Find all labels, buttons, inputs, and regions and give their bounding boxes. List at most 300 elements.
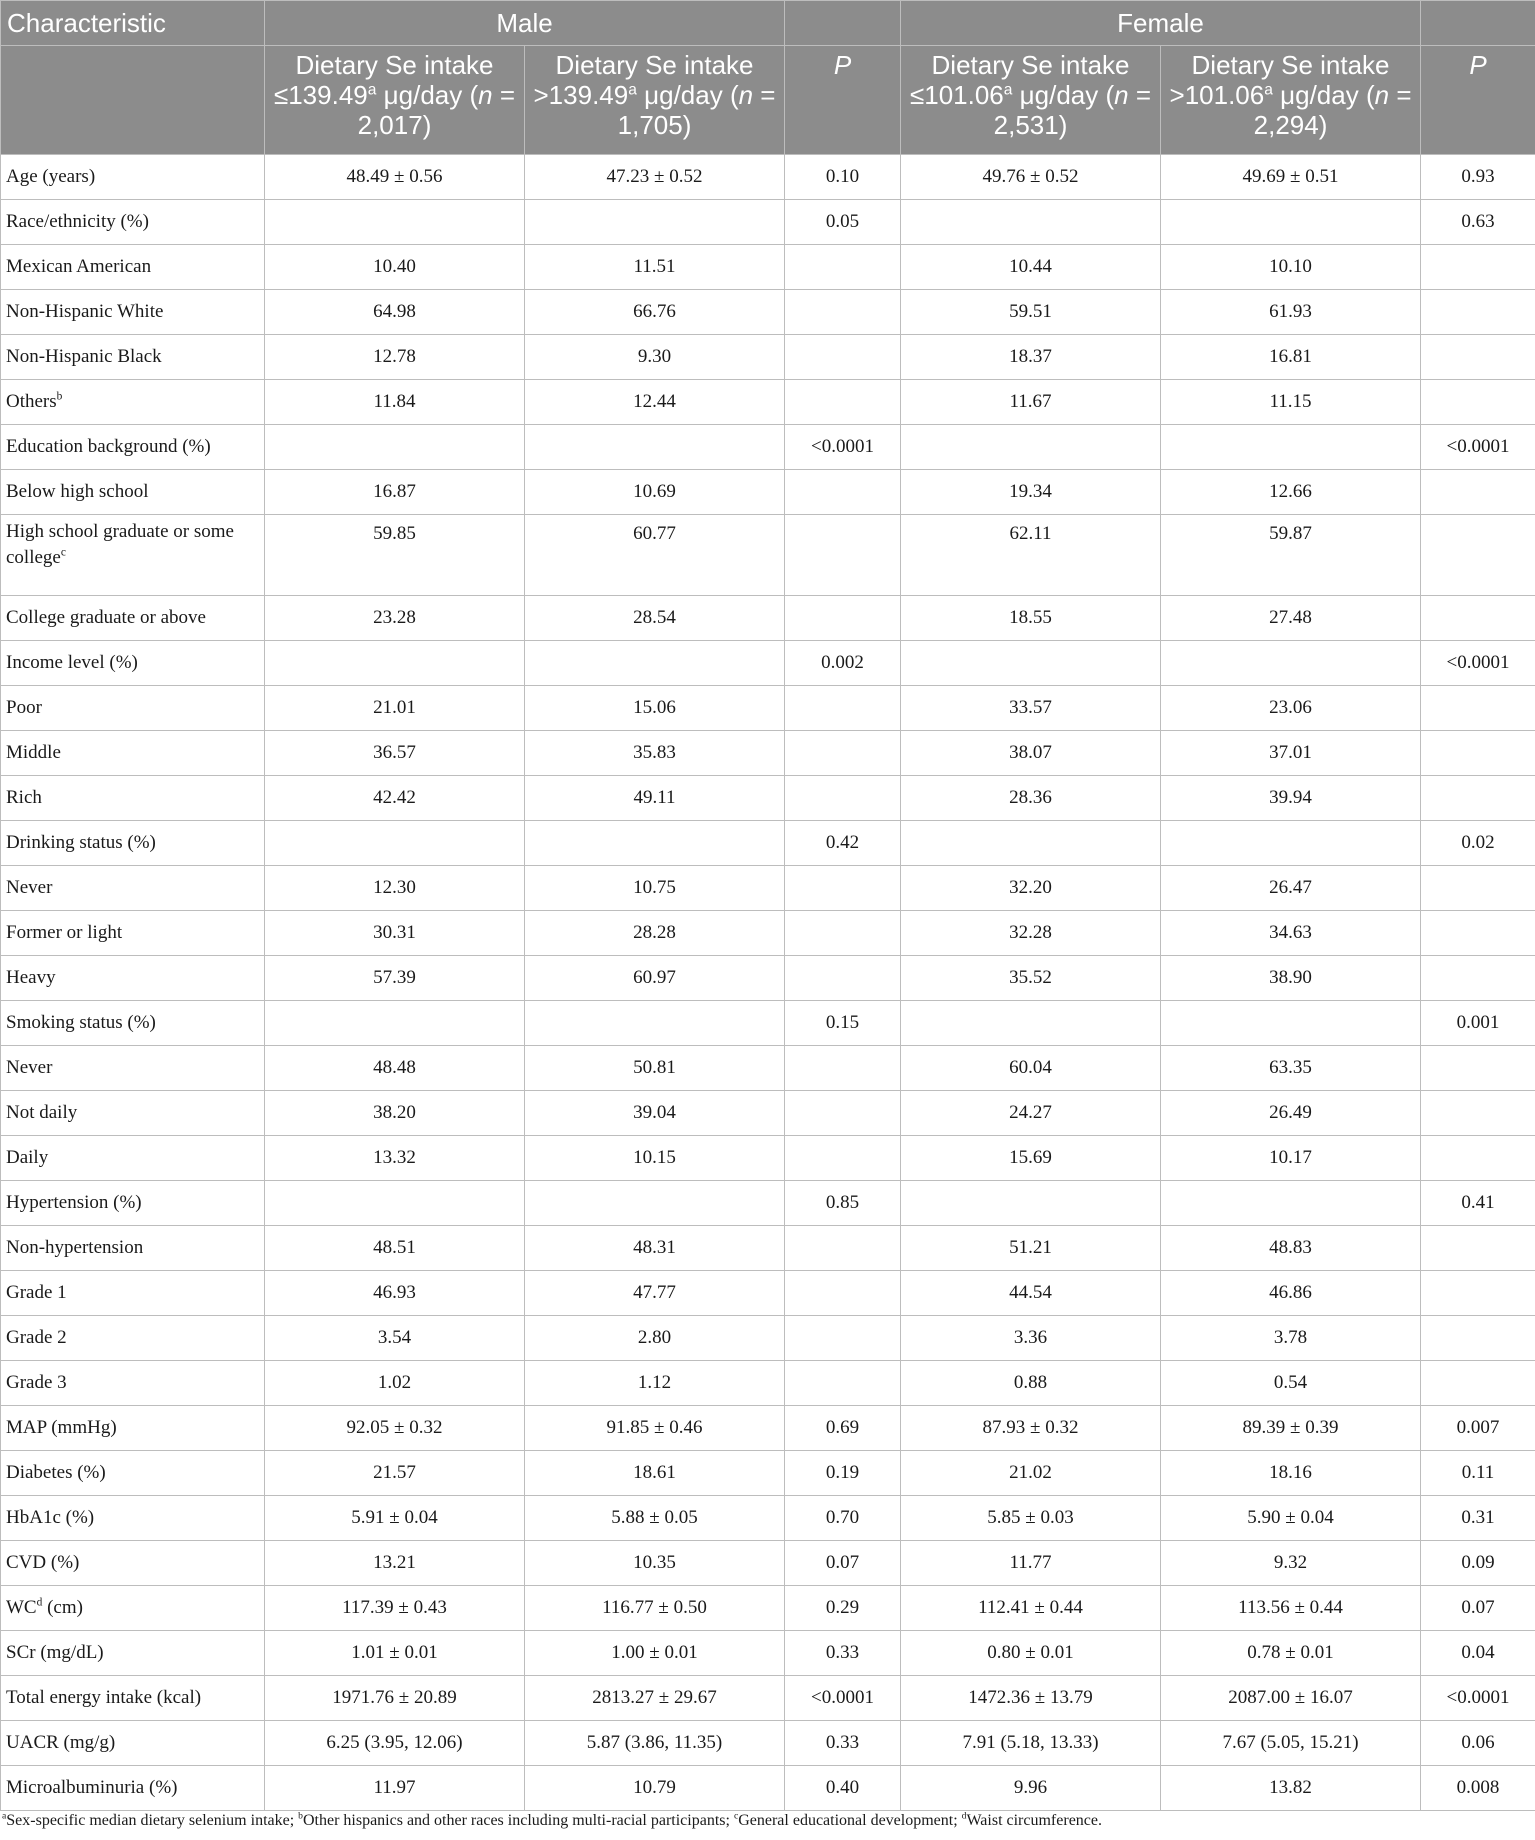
header-female-p: P [1421,46,1535,155]
female-high-cell: 16.81 [1161,335,1421,380]
male-high-cell: 47.23 ± 0.52 [525,155,785,200]
female-low-cell: 7.91 (5.18, 13.33) [901,1721,1161,1766]
row-label: High school graduate or some college$^c$ [1,515,265,596]
female-low-cell [901,1001,1161,1046]
table-row [1,1541,1535,1586]
female-low-cell: 33.57 [901,686,1161,731]
row-label: Diabetes (%) [1,1451,265,1496]
table-row [1,1136,1535,1181]
male-p-cell: 0.05 [785,200,901,245]
male-low-cell: 6.25 (3.95, 12.06) [265,1721,525,1766]
female-high-cell [1161,821,1421,866]
row-label: CVD (%) [1,1541,265,1586]
male-low-cell: 64.98 [265,290,525,335]
row-label: Middle [1,731,265,776]
row-label: Non-Hispanic Black [1,335,265,380]
female-low-cell: 9.96 [901,1766,1161,1811]
female-high-cell: 27.48 [1161,596,1421,641]
female-low-cell: 24.27 [901,1091,1161,1136]
header-row-groups [1,1,1535,46]
table-row [1,1271,1535,1316]
female-low-cell: 51.21 [901,1226,1161,1271]
male-p-cell: 0.07 [785,1541,901,1586]
male-low-cell: 1971.76 ± 20.89 [265,1676,525,1721]
female-high-cell [1161,200,1421,245]
male-low-cell [265,1181,525,1226]
table-row [1,641,1535,686]
male-p-cell [785,596,901,641]
female-high-cell: 34.63 [1161,911,1421,956]
male-p-cell [785,380,901,425]
female-low-cell: 15.69 [901,1136,1161,1181]
male-low-cell: 12.78 [265,335,525,380]
male-high-cell: 5.88 ± 0.05 [525,1496,785,1541]
table-header [1,1,1535,155]
female-p-cell [1421,1226,1535,1271]
female-low-cell [901,821,1161,866]
male-low-cell: 59.85 [265,515,525,596]
footnote-text: Other hispanics and other races including multi-racial participants; [302,1812,734,1829]
female-low-cell: 87.93 ± 0.32 [901,1406,1161,1451]
female-high-cell: 63.35 [1161,1046,1421,1091]
male-low-cell: 16.87 [265,470,525,515]
female-high-cell: 46.86 [1161,1271,1421,1316]
header-female-p-spacer [1421,1,1535,46]
table-row [1,1406,1535,1451]
female-p-cell: 0.11 [1421,1451,1535,1496]
female-high-cell: 23.06 [1161,686,1421,731]
male-low-cell: 13.21 [265,1541,525,1586]
female-p-cell: 0.09 [1421,1541,1535,1586]
male-p-cell [785,1136,901,1181]
female-low-cell: 18.55 [901,596,1161,641]
female-high-cell: 49.69 ± 0.51 [1161,155,1421,200]
female-p-cell: 0.41 [1421,1181,1535,1226]
male-high-cell: 1.12 [525,1361,785,1406]
female-high-cell: 37.01 [1161,731,1421,776]
male-p-cell: 0.19 [785,1451,901,1496]
male-p-cell [785,1226,901,1271]
footnote-text: Waist circumference. [966,1812,1102,1829]
female-p-cell [1421,866,1535,911]
male-high-cell [525,821,785,866]
male-p-cell: 0.70 [785,1496,901,1541]
row-label: Heavy [1,956,265,1001]
row-label: Below high school [1,470,265,515]
female-low-cell: 38.07 [901,731,1161,776]
male-p-cell: 0.33 [785,1631,901,1676]
row-label: Rich [1,776,265,821]
footnote-text: General educational development; [738,1812,962,1829]
female-low-cell: 35.52 [901,956,1161,1001]
female-p-cell [1421,335,1535,380]
female-high-cell: 18.16 [1161,1451,1421,1496]
table-row [1,1496,1535,1541]
male-low-cell: 1.01 ± 0.01 [265,1631,525,1676]
header-characteristic: Characteristic [1,1,265,46]
male-low-cell: 23.28 [265,596,525,641]
table-row [1,596,1535,641]
female-high-cell: 89.39 ± 0.39 [1161,1406,1421,1451]
male-high-cell: 10.79 [525,1766,785,1811]
female-high-cell: 26.47 [1161,866,1421,911]
header-male-p-spacer [785,1,901,46]
row-label: Education background (%) [1,425,265,470]
female-p-cell: 0.63 [1421,200,1535,245]
male-high-cell: 10.75 [525,866,785,911]
male-p-cell: 0.29 [785,1586,901,1631]
male-high-cell: 28.28 [525,911,785,956]
female-p-cell [1421,515,1535,596]
row-label: College graduate or above [1,596,265,641]
female-p-cell: 0.02 [1421,821,1535,866]
male-p-cell: 0.002 [785,641,901,686]
female-p-cell [1421,956,1535,1001]
female-low-cell [901,1181,1161,1226]
male-p-cell: <0.0001 [785,425,901,470]
male-high-cell: 5.87 (3.86, 11.35) [525,1721,785,1766]
header-male: Male [265,1,785,46]
male-p-cell: 0.42 [785,821,901,866]
row-label: Former or light [1,911,265,956]
row-label: Never [1,1046,265,1091]
table-row [1,1181,1535,1226]
female-p-cell [1421,911,1535,956]
female-high-cell: 26.49 [1161,1091,1421,1136]
female-low-cell: 10.44 [901,245,1161,290]
row-label: Grade 3 [1,1361,265,1406]
male-high-cell: 60.97 [525,956,785,1001]
female-high-cell: 11.15 [1161,380,1421,425]
male-low-cell: 11.97 [265,1766,525,1811]
male-low-cell: 48.48 [265,1046,525,1091]
footnote-marker: c [733,1810,739,1822]
female-p-cell: <0.0001 [1421,641,1535,686]
female-low-cell: 32.20 [901,866,1161,911]
male-low-cell: 13.32 [265,1136,525,1181]
male-low-cell [265,425,525,470]
female-high-cell: 3.78 [1161,1316,1421,1361]
female-p-cell: 0.001 [1421,1001,1535,1046]
male-p-cell [785,1361,901,1406]
table-row [1,866,1535,911]
male-high-cell: 66.76 [525,290,785,335]
row-label: Non-Hispanic White [1,290,265,335]
female-high-cell: 9.32 [1161,1541,1421,1586]
female-low-cell: 3.36 [901,1316,1161,1361]
female-low-cell: 0.80 ± 0.01 [901,1631,1161,1676]
male-p-cell [785,956,901,1001]
male-high-cell: 49.11 [525,776,785,821]
row-label: SCr (mg/dL) [1,1631,265,1676]
table-row [1,470,1535,515]
row-label: Income level (%) [1,641,265,686]
table-row [1,1631,1535,1676]
row-label: MAP (mmHg) [1,1406,265,1451]
table-row [1,515,1535,596]
female-p-cell: 0.007 [1421,1406,1535,1451]
header-male-p: P [785,46,901,155]
male-p-cell: <0.0001 [785,1676,901,1721]
table-footnotes [0,1812,1535,1830]
female-p-cell: <0.0001 [1421,425,1535,470]
row-label: Others$^b$ [1,380,265,425]
male-high-cell: 50.81 [525,1046,785,1091]
male-high-cell: 10.35 [525,1541,785,1586]
row-label: Non-hypertension [1,1226,265,1271]
table-row [1,911,1535,956]
male-p-cell [785,1271,901,1316]
male-low-cell: 117.39 ± 0.43 [265,1586,525,1631]
male-low-cell: 48.51 [265,1226,525,1271]
female-low-cell: 11.77 [901,1541,1161,1586]
male-high-cell: 9.30 [525,335,785,380]
male-p-cell: 0.85 [785,1181,901,1226]
male-high-cell: 10.69 [525,470,785,515]
row-label: Daily [1,1136,265,1181]
male-high-cell: 39.04 [525,1091,785,1136]
female-p-cell [1421,470,1535,515]
female-p-cell [1421,1046,1535,1091]
female-low-cell: 112.41 ± 0.44 [901,1586,1161,1631]
male-high-cell: 47.77 [525,1271,785,1316]
row-label: Mexican American [1,245,265,290]
row-label: $WC^d$ (cm) [1,1586,265,1631]
male-low-cell: 3.54 [265,1316,525,1361]
male-p-cell: 0.15 [785,1001,901,1046]
male-high-cell: 2.80 [525,1316,785,1361]
male-p-cell [785,515,901,596]
male-low-cell: 42.42 [265,776,525,821]
female-high-cell [1161,1181,1421,1226]
male-p-cell [785,290,901,335]
female-p-cell: 0.06 [1421,1721,1535,1766]
male-high-cell: 11.51 [525,245,785,290]
female-p-cell [1421,290,1535,335]
table-row [1,155,1535,200]
male-high-cell: 91.85 ± 0.46 [525,1406,785,1451]
male-low-cell: 10.40 [265,245,525,290]
male-low-cell: 1.02 [265,1361,525,1406]
female-p-cell [1421,1091,1535,1136]
male-p-cell [785,335,901,380]
male-high-cell [525,641,785,686]
footnote-marker: b [298,1810,303,1822]
male-high-cell: 28.54 [525,596,785,641]
male-p-cell [785,1046,901,1091]
table-row [1,956,1535,1001]
header-male-low: Dietary Se intake ≤139.49$^a$ μg/day (n = 2,017) [265,46,525,155]
male-p-cell [785,1091,901,1136]
table-row [1,1091,1535,1136]
male-low-cell: 92.05 ± 0.32 [265,1406,525,1451]
row-label: Race/ethnicity (%) [1,200,265,245]
male-low-cell [265,200,525,245]
female-p-cell [1421,1361,1535,1406]
female-low-cell: 19.34 [901,470,1161,515]
male-p-cell: 0.40 [785,1766,901,1811]
female-high-cell: 12.66 [1161,470,1421,515]
table-row [1,335,1535,380]
male-low-cell: 21.57 [265,1451,525,1496]
female-high-cell [1161,1001,1421,1046]
male-high-cell [525,425,785,470]
row-label: Hypertension (%) [1,1181,265,1226]
table-row [1,1676,1535,1721]
female-low-cell: 21.02 [901,1451,1161,1496]
male-high-cell [525,200,785,245]
header-female-low: Dietary Se intake ≤101.06$^a$ μg/day (n = 2,531) [901,46,1161,155]
table-row [1,821,1535,866]
male-high-cell: 35.83 [525,731,785,776]
male-low-cell: 30.31 [265,911,525,956]
female-low-cell: 44.54 [901,1271,1161,1316]
row-label: Poor [1,686,265,731]
female-low-cell: 5.85 ± 0.03 [901,1496,1161,1541]
female-low-cell [901,641,1161,686]
table-row [1,1316,1535,1361]
male-high-cell: 1.00 ± 0.01 [525,1631,785,1676]
female-low-cell: 32.28 [901,911,1161,956]
female-low-cell: 49.76 ± 0.52 [901,155,1161,200]
table-row [1,776,1535,821]
row-label: Age (years) [1,155,265,200]
female-high-cell: 10.17 [1161,1136,1421,1181]
male-high-cell: 48.31 [525,1226,785,1271]
male-low-cell: 48.49 ± 0.56 [265,155,525,200]
male-high-cell: 2813.27 ± 29.67 [525,1676,785,1721]
female-low-cell: 11.67 [901,380,1161,425]
male-high-cell: 18.61 [525,1451,785,1496]
female-low-cell: 1472.36 ± 13.79 [901,1676,1161,1721]
female-p-cell [1421,686,1535,731]
male-p-cell [785,245,901,290]
row-label: Grade 1 [1,1271,265,1316]
header-female: Female [901,1,1421,46]
header-row-columns [1,46,1535,155]
male-high-cell: 15.06 [525,686,785,731]
table-row [1,290,1535,335]
table-row [1,1226,1535,1271]
table-row [1,1766,1535,1811]
male-p-cell [785,470,901,515]
male-p-cell [785,866,901,911]
female-high-cell: 0.54 [1161,1361,1421,1406]
row-label: Never [1,866,265,911]
footnote-marker: a [2,1810,7,1822]
female-p-cell: 0.04 [1421,1631,1535,1676]
female-p-cell [1421,731,1535,776]
table-row [1,1046,1535,1091]
female-low-cell: 59.51 [901,290,1161,335]
female-high-cell: 0.78 ± 0.01 [1161,1631,1421,1676]
female-p-cell [1421,245,1535,290]
footnote-text: Sex-specific median dietary selenium intake; [6,1812,299,1829]
row-label: Not daily [1,1091,265,1136]
female-high-cell: 5.90 ± 0.04 [1161,1496,1421,1541]
row-label: Total energy intake (kcal) [1,1676,265,1721]
male-low-cell: 36.57 [265,731,525,776]
header-male-high: Dietary Se intake >139.49$^a$ μg/day (n = 1,705) [525,46,785,155]
male-high-cell: 60.77 [525,515,785,596]
table-row [1,380,1535,425]
female-high-cell: 2087.00 ± 16.07 [1161,1676,1421,1721]
female-p-cell: 0.93 [1421,155,1535,200]
table-row [1,1001,1535,1046]
female-high-cell [1161,641,1421,686]
male-low-cell: 46.93 [265,1271,525,1316]
table-row [1,245,1535,290]
female-low-cell [901,200,1161,245]
male-low-cell: 57.39 [265,956,525,1001]
male-p-cell [785,776,901,821]
male-low-cell: 38.20 [265,1091,525,1136]
male-p-cell: 0.10 [785,155,901,200]
table-row [1,731,1535,776]
male-low-cell [265,1001,525,1046]
female-high-cell: 13.82 [1161,1766,1421,1811]
female-p-cell: 0.008 [1421,1766,1535,1811]
female-low-cell: 18.37 [901,335,1161,380]
female-low-cell: 0.88 [901,1361,1161,1406]
header-female-high: Dietary Se intake >101.06$^a$ μg/day (n = 2,294) [1161,46,1421,155]
female-p-cell [1421,1316,1535,1361]
male-low-cell: 5.91 ± 0.04 [265,1496,525,1541]
male-high-cell: 10.15 [525,1136,785,1181]
female-p-cell [1421,596,1535,641]
table-row [1,425,1535,470]
table-row [1,1361,1535,1406]
male-p-cell [785,1316,901,1361]
male-high-cell [525,1001,785,1046]
female-high-cell: 48.83 [1161,1226,1421,1271]
female-high-cell: 61.93 [1161,290,1421,335]
female-high-cell: 59.87 [1161,515,1421,596]
table-row [1,200,1535,245]
male-low-cell [265,641,525,686]
male-low-cell: 12.30 [265,866,525,911]
row-label: Drinking status (%) [1,821,265,866]
male-p-cell: 0.69 [785,1406,901,1451]
female-p-cell [1421,380,1535,425]
row-label: HbA1c (%) [1,1496,265,1541]
header-blank [1,46,265,155]
row-label: Smoking status (%) [1,1001,265,1046]
female-p-cell [1421,1271,1535,1316]
male-high-cell [525,1181,785,1226]
male-p-cell: 0.33 [785,1721,901,1766]
row-label: Grade 2 [1,1316,265,1361]
table-row [1,1451,1535,1496]
table-row [1,1721,1535,1766]
female-high-cell: 38.90 [1161,956,1421,1001]
female-high-cell: 7.67 (5.05, 15.21) [1161,1721,1421,1766]
row-label: UACR (mg/g) [1,1721,265,1766]
female-high-cell [1161,425,1421,470]
male-p-cell [785,731,901,776]
male-p-cell [785,911,901,956]
male-low-cell [265,821,525,866]
female-low-cell [901,425,1161,470]
female-p-cell [1421,1136,1535,1181]
female-high-cell: 10.10 [1161,245,1421,290]
female-p-cell [1421,776,1535,821]
male-high-cell: 116.77 ± 0.50 [525,1586,785,1631]
female-p-cell: 0.31 [1421,1496,1535,1541]
row-label: Microalbuminuria (%) [1,1766,265,1811]
table-body [1,155,1535,1811]
female-low-cell: 28.36 [901,776,1161,821]
